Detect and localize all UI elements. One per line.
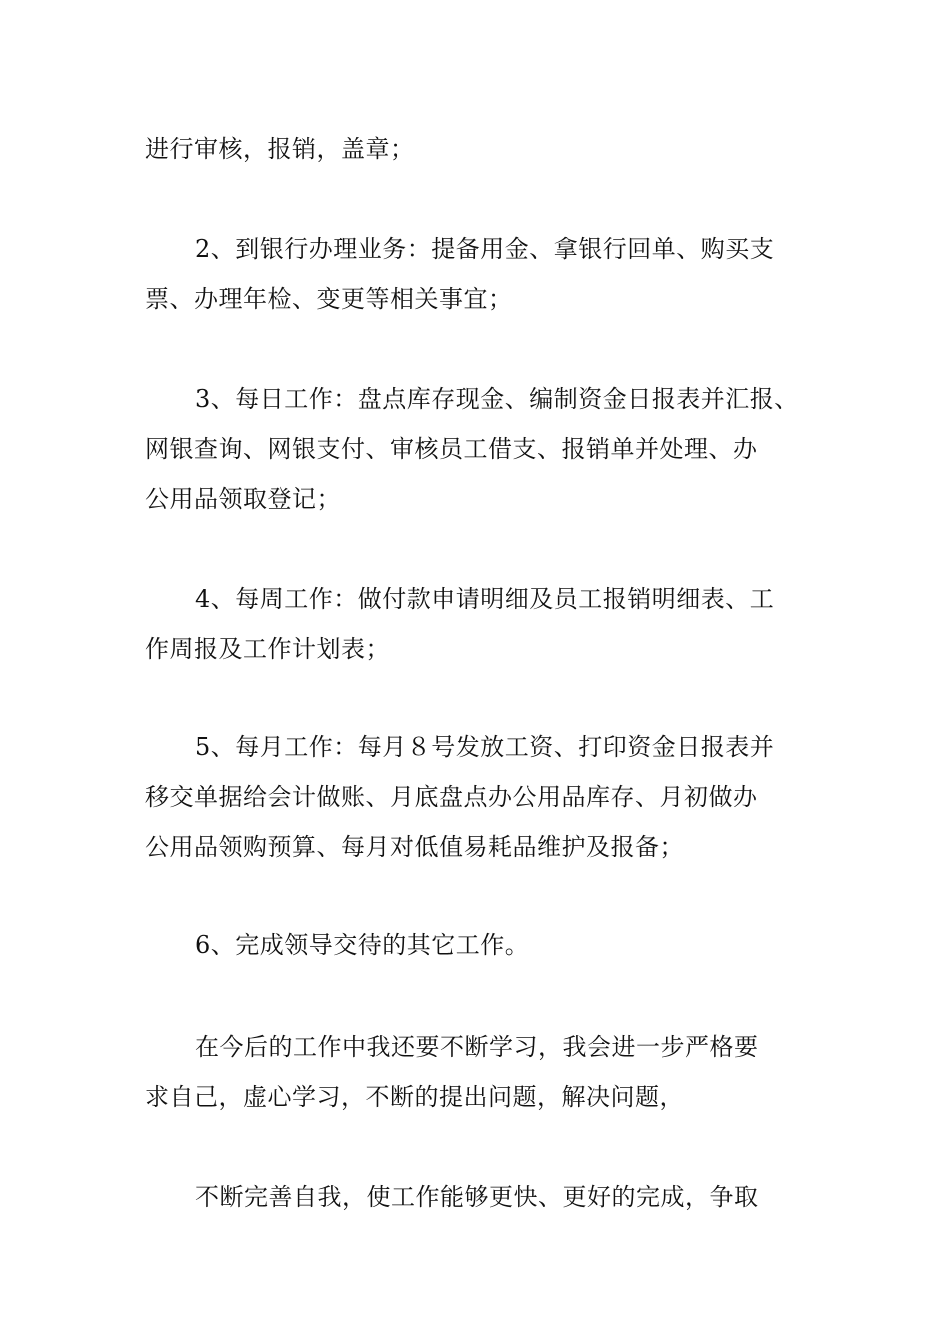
paragraph-future-work	[145, 1022, 835, 1122]
paragraph-line: 网银查询、网银支付、审核员工借支、报销单并处理、办	[145, 435, 758, 463]
paragraph-line: 2、到银行办理业务：提备用金、拿银行回单、购买支	[195, 235, 775, 263]
paragraph-item-4	[145, 574, 835, 674]
paragraph-self-improvement	[145, 1172, 835, 1222]
paragraph-line: 公用品领购预算、每月对低值易耗品维护及报备；	[145, 833, 684, 861]
paragraph-line: 求自己，虚心学习，不断的提出问题，解决问题，	[145, 1083, 684, 1111]
paragraph-item-6	[145, 920, 835, 970]
paragraph-line: 6、完成领导交待的其它工作。	[195, 931, 530, 959]
paragraph-line: 公用品领取登记；	[145, 485, 341, 513]
paragraph-line: 5、每月工作：每月８号发放工资、打印资金日报表并	[195, 733, 775, 761]
paragraph-line: 3、每日工作：盘点库存现金、编制资金日报表并汇报、	[195, 385, 799, 413]
paragraph-item-3	[145, 374, 835, 524]
paragraph-line: 进行审核，报销，盖章；	[145, 135, 415, 163]
paragraph-line: 作周报及工作计划表；	[145, 635, 390, 663]
paragraph-line: 在今后的工作中我还要不断学习，我会进一步严格要	[195, 1033, 759, 1061]
paragraph-line: 不断完善自我，使工作能够更快、更好的完成，争取	[195, 1183, 759, 1211]
paragraph-item-2	[145, 224, 835, 324]
paragraph-item-5	[145, 722, 835, 872]
paragraph-continuation	[145, 124, 835, 174]
paragraph-line: 移交单据给会计做账、月底盘点办公用品库存、月初做办	[145, 783, 758, 811]
paragraph-line: 4、每周工作：做付款申请明细及员工报销明细表、工	[195, 585, 775, 613]
paragraph-line: 票、办理年检、变更等相关事宜；	[145, 285, 513, 313]
